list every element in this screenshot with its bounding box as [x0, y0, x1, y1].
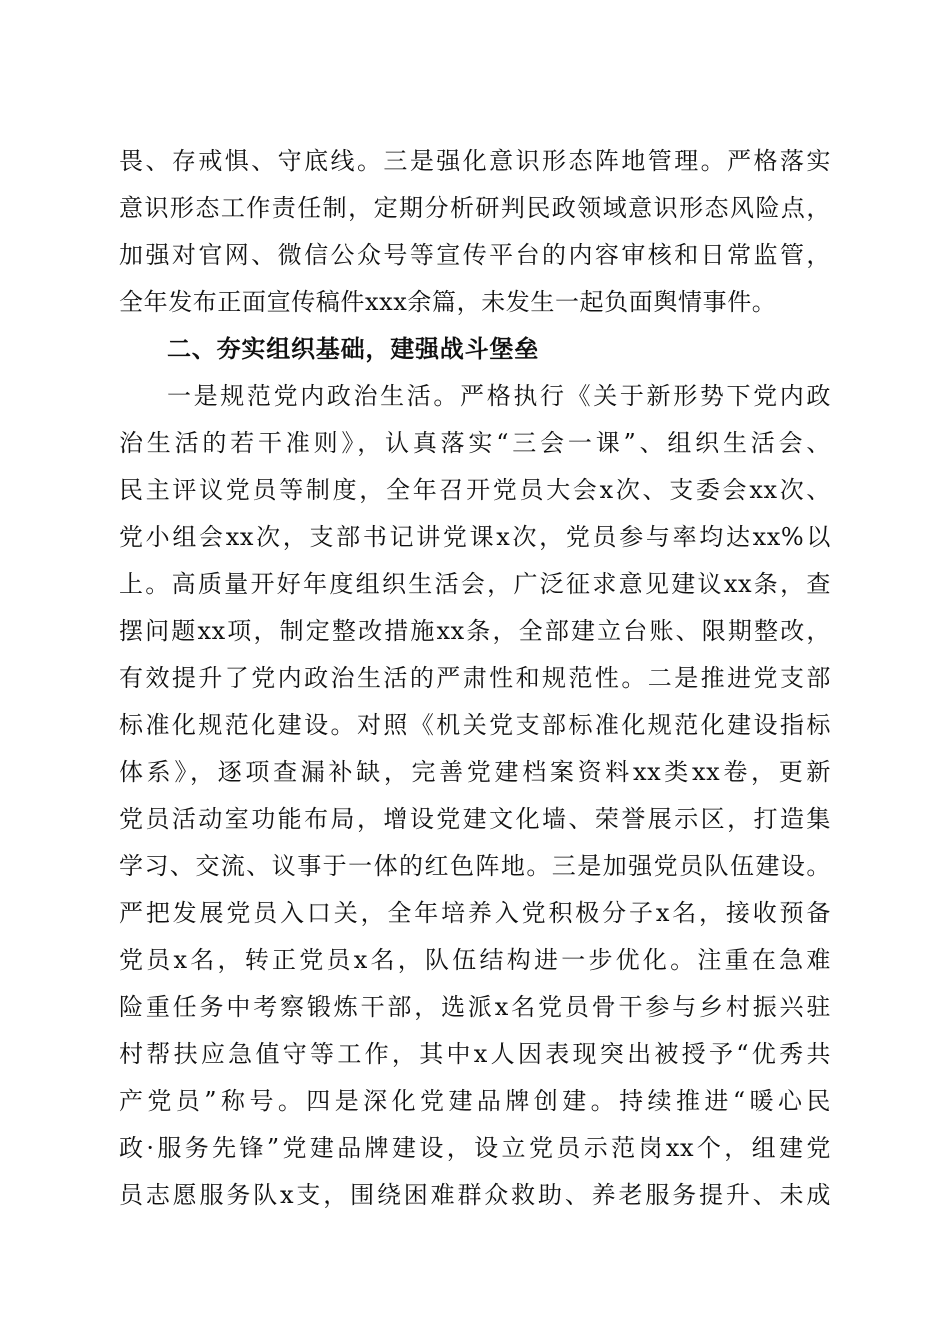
paragraph-line: 意识形态工作责任制，定期分析研判民政领域意识形态风险点， — [119, 194, 831, 222]
paragraph-line: 村帮扶应急值守等工作，其中x人因表现突出被授予“优秀共 — [119, 1040, 831, 1068]
paragraph-line: 上。高质量开好年度组织生活会，广泛征求意见建议xx条，查 — [119, 570, 831, 598]
paragraph-line: 产党员”称号。四是深化党建品牌创建。持续推进“暖心民 — [119, 1087, 831, 1115]
paragraph-line: 员志愿服务队x支，围绕困难群众救助、养老服务提升、未成 — [119, 1181, 831, 1209]
paragraph-line: 险重任务中考察锻炼干部，选派x名党员骨干参与乡村振兴驻 — [119, 993, 831, 1021]
paragraph-line: 严把发展党员入口关，全年培养入党积极分子x名，接收预备 — [119, 899, 831, 927]
paragraph-line: 体系》，逐项查漏补缺，完善党建档案资料xx类xx卷，更新 — [119, 758, 831, 786]
paragraph-line: 党员x名，转正党员x名，队伍结构进一步优化。注重在急难 — [119, 946, 831, 974]
document-body — [119, 138, 831, 1219]
paragraph-line: 政·服务先锋”党建品牌建设，设立党员示范岗xx个，组建党 — [119, 1134, 831, 1162]
paragraph-line: 有效提升了党内政治生活的严肃性和规范性。二是推进党支部 — [119, 664, 831, 692]
paragraph-line: 畏、存戒惧、守底线。三是强化意识形态阵地管理。严格落实 — [119, 147, 831, 175]
paragraph-line: 民主评议党员等制度，全年召开党员大会x次、支委会xx次、 — [119, 476, 831, 504]
paragraph-line: 全年发布正面宣传稿件xxx余篇，未发生一起负面舆情事件。 — [119, 288, 777, 316]
paragraph-line: 标准化规范化建设。对照《机关党支部标准化规范化建设指标 — [119, 711, 831, 739]
paragraph-line: 一是规范党内政治生活。严格执行《关于新形势下党内政 — [167, 382, 831, 410]
section-heading: 二、夯实组织基础，建强战斗堡垒 — [167, 335, 539, 363]
paragraph-line: 加强对官网、微信公众号等宣传平台的内容审核和日常监管， — [119, 241, 831, 269]
paragraph-line: 学习、交流、议事于一体的红色阵地。三是加强党员队伍建设。 — [119, 852, 831, 880]
paragraph-line: 治生活的若干准则》，认真落实“三会一课”、组织生活会、 — [119, 429, 831, 457]
paragraph-line: 党员活动室功能布局，增设党建文化墙、荣誉展示区，打造集 — [119, 805, 831, 833]
paragraph-line: 党小组会xx次，支部书记讲党课x次，党员参与率均达xx%以 — [119, 523, 831, 551]
paragraph-line: 摆问题xx项，制定整改措施xx条，全部建立台账、限期整改， — [119, 617, 831, 645]
